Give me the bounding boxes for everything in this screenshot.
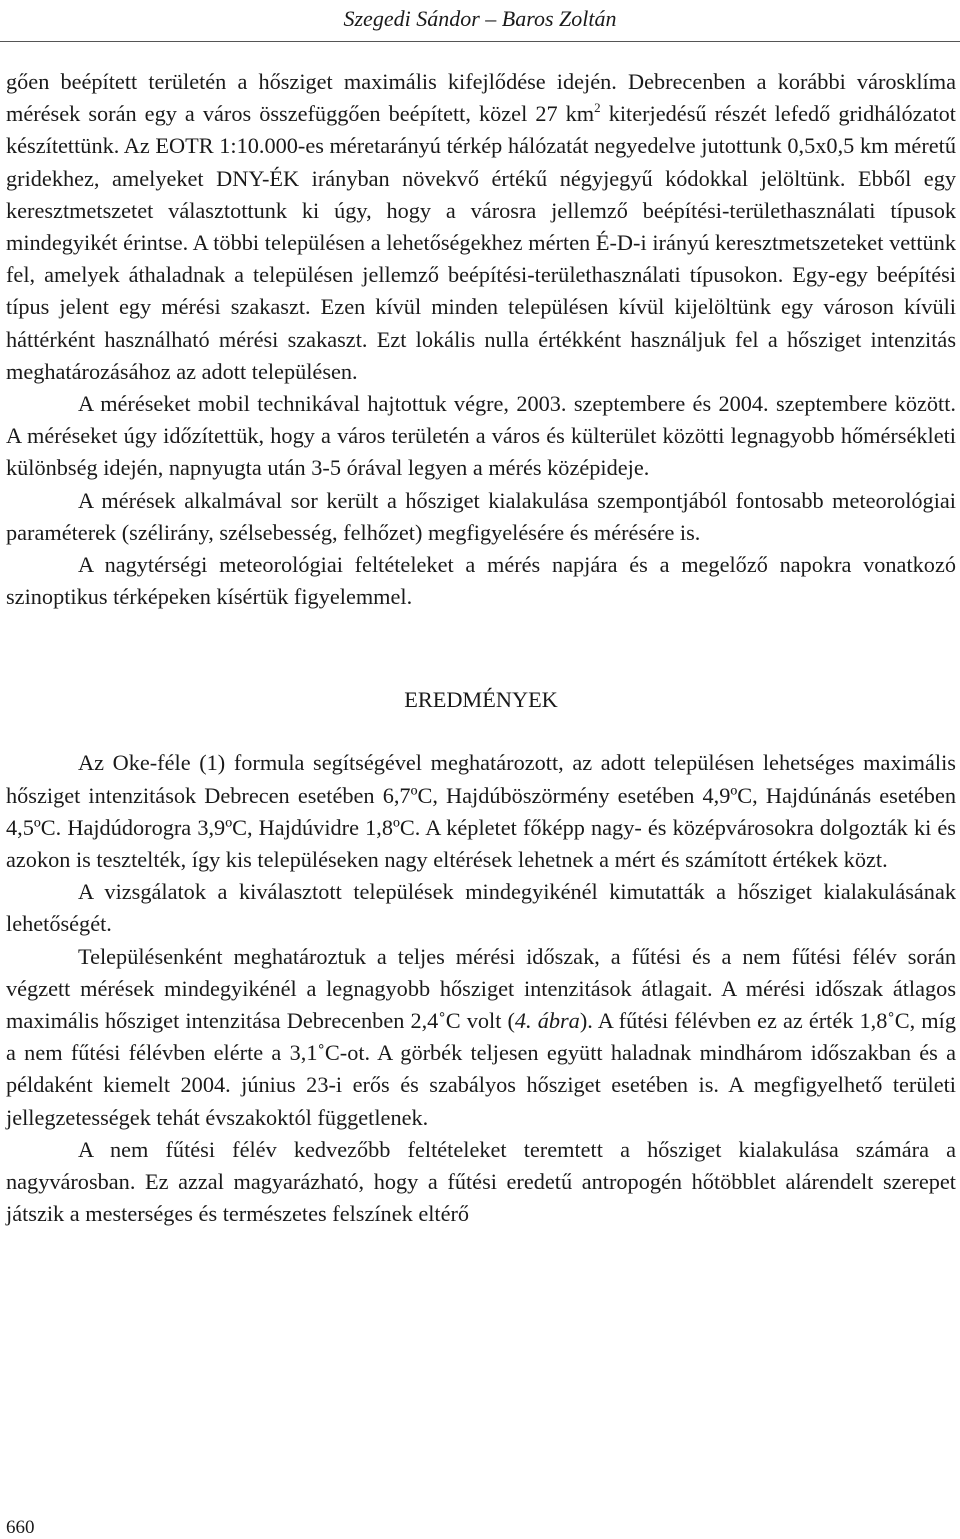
text: Településenként meghatároztuk a teljes mérési időszak, a fűtési és a nem fűtési félév során végzett mérések mindegyikénél a legnagyobb hősziget intenzitások átlagait. A mérési időszak átlagos maximális hősziget intenzitása Debrecenben 2,4˚C volt ( xyxy=(6,943,956,1034)
text: A nem fűtési félév kedvezőbb feltételeket teremtett a hősziget kialakulása számára a nagyvárosban. Ez azzal magyarázható, hogy a fűtési eredetű antropogén hőtöbblet alárendelt szerepet játszik a mesterséges és természetes felszínek eltérő xyxy=(6,1136,956,1227)
running-header xyxy=(0,0,960,42)
paragraph-8 xyxy=(6,1134,956,1231)
text: A vizsgálatok a kiválasztott települések mindegyikénél kimutatták a hősziget kialakulásának lehetőségét. xyxy=(6,879,956,937)
page-body xyxy=(6,66,956,1231)
paragraph-3 xyxy=(6,485,956,549)
paragraph-4 xyxy=(6,549,956,613)
running-title: Szegedi Sándor – Baros Zoltán xyxy=(343,6,617,31)
paragraph-6 xyxy=(6,876,956,940)
page-number: 660 xyxy=(6,1517,35,1538)
paragraph-7 xyxy=(6,941,956,1134)
text: Az Oke-féle (1) formula segítségével meghatározott, az adott településen lehetséges maximális hősziget intenzitások Debrecen esetében 6,7ºC, Hajdúböszörmény esetében 4,9ºC, Hajdúnánás esetében 4,5ºC. Hajdúdorogra 3,9ºC, Hajdúvidre 1,8ºC. A képletet főképp nagy- és középvárosokra dolgozták ki és azokon is tesztelték, így kis településeken nagy eltérések lehetnek a mért és számított értékek közt. xyxy=(6,750,956,873)
text: A nagytérségi meteorológiai feltételeket a mérés napjára és a megelőző napokra vonatkozó szinoptikus térképeken kísértük figyelemmel. xyxy=(6,552,956,610)
paragraph-2 xyxy=(6,388,956,485)
text: gően beépített területén a hősziget maximális kifejlődése idején. Debrecenben a korábbi városklíma mérések során egy a város összefüggően beépített, közel 27 km xyxy=(6,69,956,127)
text: kiterjedésű részét lefedő gridhálózatot készítettünk. Az EOTR 1:10.000-es méretarányú térkép hálózatát negyedelve jutottunk 0,5x0,5 km méretű gridekhez, amelyeket DNY-ÉK irányban növekvő értékű négyjegyű kódokkal jelöltünk. Ebből egy keresztmetszetet választottunk ki úgy, hogy a városra jellemző beépítési-területhasználati típusok mindegyikét érintse. A többi településen a lehetőségekhez mérten É-D-i irányú keresztmetszeteket vettünk fel, amelyek áthaladnak a településen jellemző beépítési-területhasználati típusokon. Egy-egy beépítési típus jelent egy mérési szakaszt. Ezen kívül minden településen kívül kijelöltünk egy városon kívüli háttérként használható mérési szakaszt. Ezt lokális nulla értékként használjuk fel a hősziget intenzitás meghatározásához az adott településen. xyxy=(6,101,956,384)
superscript-exponent: 2 xyxy=(594,100,601,116)
section-heading: EREDMÉNYEK xyxy=(404,687,558,713)
text: A mérések alkalmával sor került a hősziget kialakulása szempontjából fontosabb meteorológiai paraméterek (szélirány, szélsebesség, felhőzet) megfigyelésére és mérésére is. xyxy=(6,487,956,545)
paragraph-1 xyxy=(6,66,956,388)
text: A méréseket mobil technikával hajtottuk végre, 2003. szeptembere és 2004. szeptembere között. A méréseket úgy időzítettük, hogy a város területén a város és külterület közötti legnagyobb hőmérsékleti különbség idején, napnyugta után 3-5 órával legyen a mérés középideje. xyxy=(6,391,956,481)
text: ). A fűtési félévben ez az érték 1,8˚C, míg a nem fűtési félévben elérte a 3,1˚C-ot. A görbék teljesen együtt haladnak mindhárom időszakban és a példaként kiemelt 2004. június 23-i erős és szabályos hősziget esetében is. A megfigyelhető területi jellegzetességek tehát évszakoktól függetlenek. xyxy=(6,1008,956,1130)
figure-reference: 4. ábra xyxy=(514,1008,580,1034)
paragraph-5 xyxy=(6,747,956,876)
